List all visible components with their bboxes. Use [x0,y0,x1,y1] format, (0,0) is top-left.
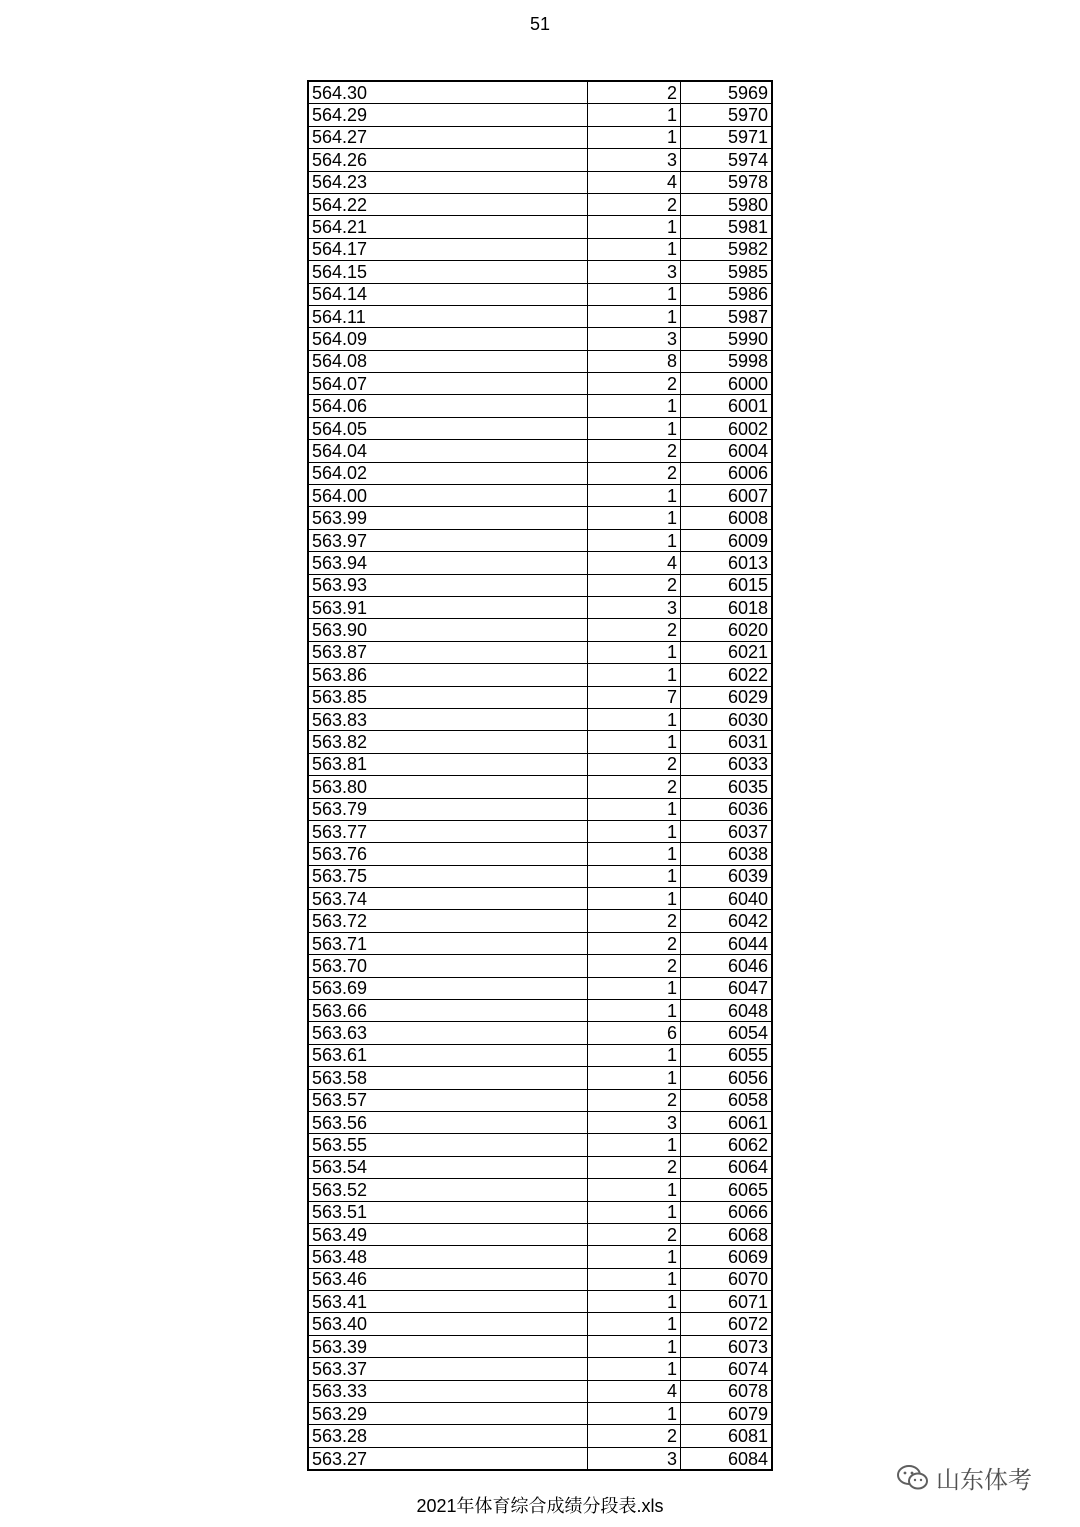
table-row [308,1067,772,1089]
cumulative-cell: 6013 [681,552,773,574]
count-cell: 1 [588,1000,681,1022]
score-cell: 563.61 [308,1044,588,1066]
count-cell: 1 [588,1044,681,1066]
count-cell: 1 [588,395,681,417]
cumulative-cell: 6047 [681,977,773,999]
cumulative-cell: 6029 [681,686,773,708]
score-cell: 563.70 [308,955,588,977]
cumulative-cell: 5981 [681,216,773,238]
score-cell: 563.39 [308,1335,588,1357]
score-cell: 563.58 [308,1067,588,1089]
cumulative-cell: 6001 [681,395,773,417]
score-cell: 563.63 [308,1022,588,1044]
table-row [308,664,772,686]
table-row [308,1000,772,1022]
table-row [308,1380,772,1402]
count-cell: 1 [588,1358,681,1380]
score-cell: 564.15 [308,261,588,283]
cumulative-cell: 5974 [681,149,773,171]
table-row [308,193,772,215]
cumulative-cell: 6079 [681,1403,773,1425]
table-row [308,1179,772,1201]
table-row [308,1201,772,1223]
table-row [308,910,772,932]
table-row [308,955,772,977]
score-cell: 563.80 [308,776,588,798]
score-cell: 564.06 [308,395,588,417]
score-cell: 564.14 [308,283,588,305]
cumulative-cell: 5998 [681,350,773,372]
table-row [308,1291,772,1313]
cumulative-cell: 6031 [681,731,773,753]
score-cell: 564.00 [308,485,588,507]
table-row [308,708,772,730]
table-row [308,686,772,708]
score-cell: 563.85 [308,686,588,708]
table-row [308,171,772,193]
score-cell: 563.29 [308,1403,588,1425]
score-cell: 563.79 [308,798,588,820]
score-cell: 563.74 [308,888,588,910]
score-cell: 563.90 [308,619,588,641]
cumulative-cell: 6054 [681,1022,773,1044]
table-row [308,641,772,663]
table-row [308,238,772,260]
count-cell: 2 [588,462,681,484]
count-cell: 1 [588,888,681,910]
cumulative-cell: 6015 [681,574,773,596]
score-cell: 563.52 [308,1179,588,1201]
count-cell: 1 [588,798,681,820]
table-row [308,552,772,574]
cumulative-cell: 6084 [681,1447,773,1470]
cumulative-cell: 6002 [681,417,773,439]
cumulative-cell: 6062 [681,1134,773,1156]
count-cell: 2 [588,753,681,775]
score-cell: 563.87 [308,641,588,663]
table-row [308,149,772,171]
cumulative-cell: 6036 [681,798,773,820]
count-cell: 3 [588,261,681,283]
count-cell: 1 [588,216,681,238]
table-row [308,619,772,641]
cumulative-cell: 6048 [681,1000,773,1022]
count-cell: 1 [588,1201,681,1223]
score-cell: 563.51 [308,1201,588,1223]
cumulative-cell: 6040 [681,888,773,910]
count-cell: 2 [588,440,681,462]
cumulative-cell: 6066 [681,1201,773,1223]
watermark-text: 山东体考 [936,1466,1032,1494]
cumulative-cell: 6035 [681,776,773,798]
score-cell: 563.77 [308,820,588,842]
table-row [308,574,772,596]
score-cell: 564.22 [308,193,588,215]
count-cell: 1 [588,1179,681,1201]
table-row [308,1313,772,1335]
count-cell: 1 [588,708,681,730]
table-row [308,731,772,753]
cumulative-cell: 6081 [681,1425,773,1447]
table-row [308,507,772,529]
count-cell: 2 [588,81,681,104]
score-cell: 564.09 [308,328,588,350]
count-cell: 1 [588,1268,681,1290]
count-cell: 1 [588,820,681,842]
score-cell: 563.66 [308,1000,588,1022]
score-cell: 563.99 [308,507,588,529]
document-filename: 2021年体育综合成绩分段表.xls [416,1496,664,1516]
cumulative-cell: 5986 [681,283,773,305]
cumulative-cell: 6022 [681,664,773,686]
score-cell: 564.27 [308,126,588,148]
cumulative-cell: 6044 [681,932,773,954]
table-row [308,417,772,439]
score-cell: 563.27 [308,1447,588,1470]
count-cell: 1 [588,485,681,507]
cumulative-cell: 6039 [681,865,773,887]
count-cell: 2 [588,910,681,932]
score-cell: 564.02 [308,462,588,484]
table-row [308,1425,772,1447]
table-row [308,283,772,305]
table-row [308,753,772,775]
count-cell: 2 [588,955,681,977]
wechat-icon [896,1464,930,1492]
table-row [308,462,772,484]
table-row [308,1268,772,1290]
score-cell: 563.82 [308,731,588,753]
cumulative-cell: 5980 [681,193,773,215]
count-cell: 1 [588,126,681,148]
count-cell: 3 [588,1447,681,1470]
table-row [308,1044,772,1066]
score-cell: 563.76 [308,843,588,865]
cumulative-cell: 6074 [681,1358,773,1380]
table-row [308,1022,772,1044]
score-cell: 564.07 [308,373,588,395]
count-cell: 1 [588,843,681,865]
cumulative-cell: 5990 [681,328,773,350]
cumulative-cell: 6065 [681,1179,773,1201]
cumulative-cell: 6071 [681,1291,773,1313]
score-cell: 563.86 [308,664,588,686]
table-row [308,977,772,999]
table-row [308,104,772,126]
score-cell: 564.17 [308,238,588,260]
cumulative-cell: 5987 [681,305,773,327]
cumulative-cell: 6078 [681,1380,773,1402]
table-row [308,1335,772,1357]
table-row [308,932,772,954]
score-cell: 563.91 [308,596,588,618]
cumulative-cell: 6007 [681,485,773,507]
table-row [308,261,772,283]
score-cell: 563.54 [308,1156,588,1178]
count-cell: 2 [588,1425,681,1447]
count-cell: 1 [588,1134,681,1156]
cumulative-cell: 6061 [681,1111,773,1133]
score-cell: 563.55 [308,1134,588,1156]
count-cell: 1 [588,1335,681,1357]
cumulative-cell: 6046 [681,955,773,977]
table-row [308,1089,772,1111]
score-cell: 563.41 [308,1291,588,1313]
score-cell: 564.26 [308,149,588,171]
count-cell: 1 [588,1313,681,1335]
count-cell: 2 [588,1156,681,1178]
cumulative-cell: 5985 [681,261,773,283]
score-cell: 563.46 [308,1268,588,1290]
score-cell: 563.28 [308,1425,588,1447]
table-row [308,1246,772,1268]
count-cell: 2 [588,932,681,954]
table-row [308,305,772,327]
count-cell: 2 [588,1089,681,1111]
count-cell: 3 [588,328,681,350]
count-cell: 2 [588,574,681,596]
cumulative-cell: 6042 [681,910,773,932]
table-row [308,350,772,372]
cumulative-cell: 6068 [681,1223,773,1245]
count-cell: 1 [588,641,681,663]
cumulative-cell: 5969 [681,81,773,104]
score-cell: 563.37 [308,1358,588,1380]
score-cell: 563.48 [308,1246,588,1268]
cumulative-cell: 5978 [681,171,773,193]
count-cell: 1 [588,104,681,126]
score-cell: 564.30 [308,81,588,104]
score-cell: 563.93 [308,574,588,596]
count-cell: 3 [588,149,681,171]
table-row [308,328,772,350]
count-cell: 7 [588,686,681,708]
score-cell: 563.97 [308,529,588,551]
count-cell: 4 [588,171,681,193]
score-cell: 563.40 [308,1313,588,1335]
score-cell: 563.71 [308,932,588,954]
count-cell: 1 [588,977,681,999]
score-cell: 563.56 [308,1111,588,1133]
table-row [308,1358,772,1380]
score-cell: 563.57 [308,1089,588,1111]
score-cell: 563.69 [308,977,588,999]
count-cell: 1 [588,664,681,686]
count-cell: 2 [588,776,681,798]
page-number: 51 [529,14,551,34]
count-cell: 1 [588,238,681,260]
count-cell: 1 [588,731,681,753]
cumulative-cell: 6020 [681,619,773,641]
table-row [308,440,772,462]
watermark [896,1460,1032,1495]
table-row [308,395,772,417]
score-cell: 564.21 [308,216,588,238]
table-row [308,798,772,820]
count-cell: 2 [588,619,681,641]
score-cell: 563.33 [308,1380,588,1402]
count-cell: 1 [588,865,681,887]
cumulative-cell: 6055 [681,1044,773,1066]
table-row [308,1403,772,1425]
count-cell: 1 [588,1246,681,1268]
cumulative-cell: 6004 [681,440,773,462]
count-cell: 8 [588,350,681,372]
cumulative-cell: 6064 [681,1156,773,1178]
cumulative-cell: 6069 [681,1246,773,1268]
score-cell: 563.72 [308,910,588,932]
cumulative-cell: 6038 [681,843,773,865]
score-cell: 563.94 [308,552,588,574]
table-row [308,529,772,551]
score-cell: 564.11 [308,305,588,327]
cumulative-cell: 6037 [681,820,773,842]
cumulative-cell: 6072 [681,1313,773,1335]
table-row [308,865,772,887]
count-cell: 1 [588,1403,681,1425]
cumulative-cell: 6070 [681,1268,773,1290]
table-row [308,81,772,104]
table-row [308,888,772,910]
count-cell: 1 [588,283,681,305]
table-row [308,820,772,842]
table-row [308,485,772,507]
count-cell: 2 [588,193,681,215]
score-cell: 563.83 [308,708,588,730]
score-table-body [308,81,772,1470]
count-cell: 2 [588,1223,681,1245]
cumulative-cell: 6006 [681,462,773,484]
table-row [308,1134,772,1156]
cumulative-cell: 5970 [681,104,773,126]
score-cell: 564.29 [308,104,588,126]
cumulative-cell: 6000 [681,373,773,395]
table-row [308,1223,772,1245]
cumulative-cell: 5971 [681,126,773,148]
cumulative-cell: 6021 [681,641,773,663]
cumulative-cell: 6033 [681,753,773,775]
count-cell: 1 [588,305,681,327]
count-cell: 1 [588,1067,681,1089]
count-cell: 1 [588,1291,681,1313]
count-cell: 3 [588,1111,681,1133]
score-cell: 563.49 [308,1223,588,1245]
table-row [308,596,772,618]
cumulative-cell: 6073 [681,1335,773,1357]
count-cell: 4 [588,552,681,574]
cumulative-cell: 6008 [681,507,773,529]
score-table [307,80,773,1471]
score-cell: 564.08 [308,350,588,372]
count-cell: 4 [588,1380,681,1402]
table-row [308,776,772,798]
table-row [308,843,772,865]
table-row [308,1111,772,1133]
count-cell: 3 [588,596,681,618]
cumulative-cell: 6058 [681,1089,773,1111]
count-cell: 1 [588,507,681,529]
score-cell: 564.23 [308,171,588,193]
cumulative-cell: 6009 [681,529,773,551]
count-cell: 1 [588,529,681,551]
score-cell: 564.05 [308,417,588,439]
score-cell: 563.75 [308,865,588,887]
table-row [308,373,772,395]
table-row [308,126,772,148]
cumulative-cell: 5982 [681,238,773,260]
score-cell: 563.81 [308,753,588,775]
cumulative-cell: 6030 [681,708,773,730]
count-cell: 6 [588,1022,681,1044]
cumulative-cell: 6018 [681,596,773,618]
table-row [308,1156,772,1178]
table-row [308,1447,772,1470]
cumulative-cell: 6056 [681,1067,773,1089]
score-cell: 564.04 [308,440,588,462]
count-cell: 2 [588,373,681,395]
table-row [308,216,772,238]
count-cell: 1 [588,417,681,439]
